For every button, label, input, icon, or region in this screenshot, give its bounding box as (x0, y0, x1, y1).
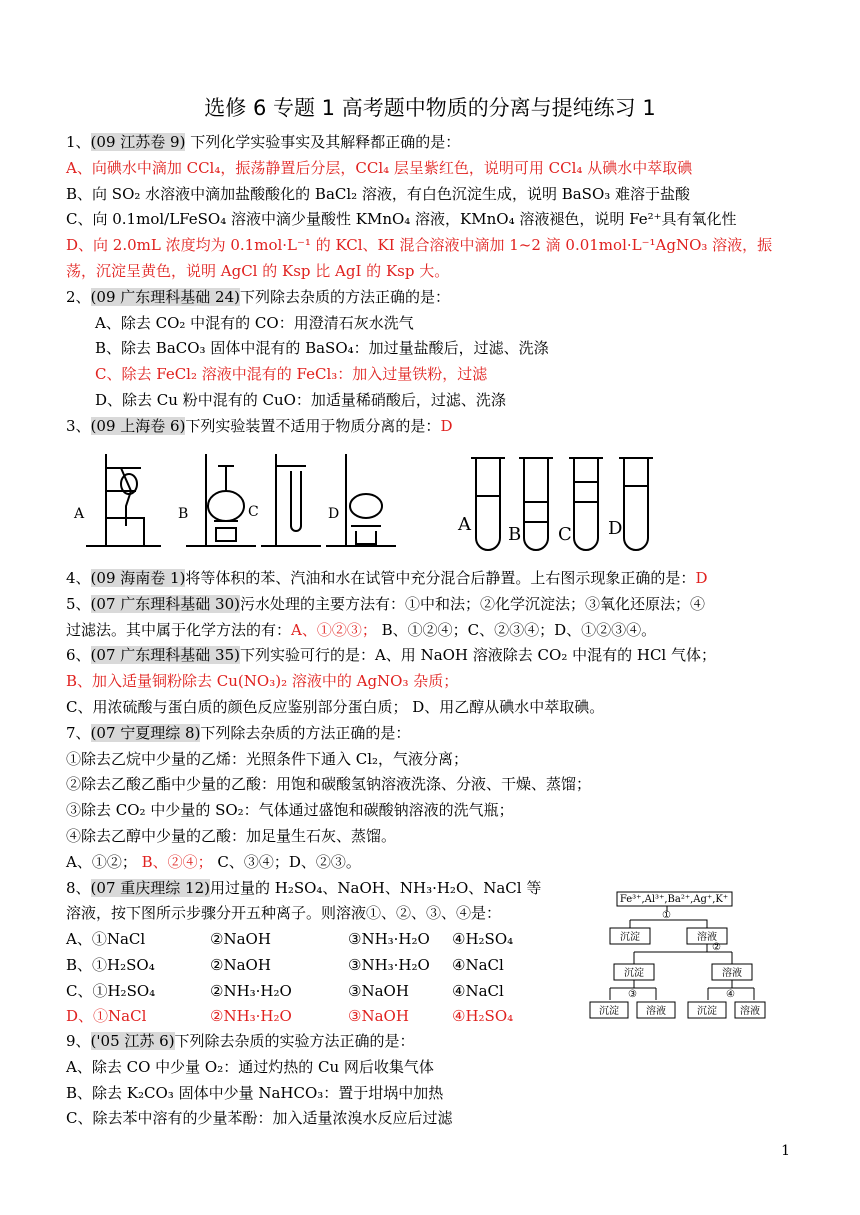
line-text: 下列化学实验事实及其解释都正确的是： (185, 133, 461, 151)
line-text: C、除去苯中溶有的少量苯酚：加入适量浓溴水反应后过滤 (66, 1109, 453, 1128)
line-text: 7、 (66, 723, 91, 742)
source-tag: ('05 江苏 6) (90, 1032, 175, 1050)
line-text: 下列实验可行的是：A、用 NaOH 溶液除去 CO₂ 中混有的 HCl 气体； (239, 646, 717, 665)
q8-option-cell: ②NaOH (210, 930, 271, 948)
line-text: 9、 (66, 1032, 91, 1050)
line-text: ④除去乙醇中少量的乙酸：加足量生石灰、蒸馏。 (66, 827, 397, 845)
line-text: ①除去乙烷中少量的乙烯：光照条件下通入 Cl₂，气液分离； (66, 749, 469, 768)
text-line (66, 415, 452, 437)
text-line (66, 644, 716, 666)
q8-option-cell: A、①NaCl (66, 930, 146, 948)
text-line (66, 1030, 415, 1052)
text-line (66, 696, 604, 718)
text-line (66, 593, 705, 615)
flowchart-step-4: ④ (726, 989, 735, 1000)
line-text: D、除去 Cu 粉中混有的 CuO：加适量稀硝酸后，过滤、洗涤 (95, 391, 506, 409)
text-line (66, 1082, 443, 1104)
line-text: A、除去 CO₂ 中混有的 CO：用澄清石灰水洗气 (95, 313, 414, 332)
page-title: 选修 6 专题 1 高考题中物质的分离与提纯练习 1 (204, 96, 656, 120)
line-text: A、除去 CO 中少量 O₂：通过灼热的 Cu 网后收集气体 (66, 1057, 434, 1076)
flowchart-solution: 溶液 (722, 968, 742, 979)
flowchart-solution: 溶液 (697, 932, 717, 943)
apparatus-label-c: C (248, 504, 259, 520)
answer-text: A、①②③； (291, 620, 377, 639)
flowchart-ions: Fe³⁺,Al³⁺,Ba²⁺,Ag⁺,K⁺ (619, 894, 729, 905)
text-line (66, 748, 468, 770)
apparatus-label-d: D (328, 506, 340, 522)
line-text: B、向 SO₂ 水溶液中滴加盐酸酸化的 BaCl₂ 溶液，有白色沉淀生成，说明 BaSO₃ 难溶于盐酸 (66, 184, 691, 203)
line-text: B、①②④；C、②③④；D、①②③④。 (376, 620, 657, 639)
q8-option-cell: ②NaOH (210, 955, 271, 974)
text-line (66, 722, 410, 744)
text-line (66, 851, 361, 873)
flowchart-precipitate: 沉淀 (599, 1006, 619, 1017)
line-text: 用过量的 H₂SO₄、NaOH、NH₃·H₂O、NaCl 等 (209, 878, 542, 897)
text-line (66, 773, 591, 795)
line-text: D、向 2.0mL 浓度均为 0.1mol·L⁻¹ 的 KCl、KI 混合溶液中滴加 1~2 滴 0.01mol·L⁻¹AgNO₃ 溶液，振 (66, 236, 773, 255)
flowchart-step-1: ① (662, 910, 671, 921)
separation-flowchart (582, 890, 767, 1025)
flowchart-solution: 溶液 (646, 1006, 666, 1017)
q8-option-cell: ②NH₃·H₂O (210, 981, 292, 1000)
flowchart-step-3: ③ (628, 989, 637, 1000)
line-text: C、③④；D、②③。 (212, 852, 361, 871)
source-tag: (09 江苏卷 9) (90, 133, 186, 151)
line-text: 5、 (66, 594, 91, 613)
source-tag: (09 海南卷 1) (90, 569, 186, 587)
apparatus-figure (66, 446, 786, 561)
line-text: 1、 (66, 133, 91, 151)
source-tag: (07 广东理科基础 30) (90, 594, 240, 613)
text-line (66, 799, 514, 821)
text-line (66, 131, 460, 153)
answer-text: B、②④； (141, 852, 213, 871)
page-number: 1 (781, 1143, 790, 1159)
text-line (66, 1056, 434, 1078)
source-tag: (07 广东理科基础 35) (90, 646, 240, 665)
line-text: B、加入适量铜粉除去 Cu(NO₃)₂ 溶液中的 AgNO₃ 杂质； (66, 672, 459, 691)
line-text: 6、 (66, 646, 91, 665)
line-text: B、除去 BaCO₃ 固体中混有的 BaSO₄：加过量盐酸后，过滤、洗涤 (95, 339, 549, 358)
source-tag: (07 重庆理综 12) (90, 878, 210, 897)
apparatus-label-a: A (74, 506, 85, 522)
flowchart-precipitate: 沉淀 (624, 968, 644, 979)
text-line (95, 389, 506, 411)
q8-option-cell: D、①NaCl (66, 1007, 147, 1026)
text-line (66, 286, 450, 308)
flowchart-precipitate: 沉淀 (697, 1006, 717, 1017)
line-text: 下列实验装置不适用于物质分离的是： (185, 416, 441, 435)
text-line (66, 825, 396, 847)
line-text: 溶液，按下图所示步骤分开五种离子。则溶液①、②、③、④是： (66, 904, 502, 923)
text-line (95, 363, 487, 385)
text-line (66, 567, 707, 589)
tube-label-c: C (558, 524, 572, 545)
q8-option-cell: ④NaCl (452, 981, 504, 1000)
flowchart-solution: 溶液 (740, 1006, 760, 1017)
text-line (95, 312, 414, 334)
line-text: ②除去乙酸乙酯中少量的乙酸：用饱和碳酸氢钠溶液洗涤、分液、干燥、蒸馏； (66, 775, 592, 794)
q8-option-cell: ③NH₃·H₂O (348, 930, 430, 948)
q8-option-cell: ③NaOH (348, 981, 409, 1000)
q8-option-cell: B、①H₂SO₄ (66, 955, 155, 974)
text-line (66, 1107, 452, 1129)
q8-option-cell: ③NaOH (348, 1007, 409, 1026)
line-text: ③除去 CO₂ 中少量的 SO₂：气体通过盛饱和碳酸钠溶液的洗气瓶； (66, 801, 514, 820)
tube-label-d: D (608, 518, 623, 539)
answer-text: D (695, 569, 708, 587)
text-line (66, 260, 449, 282)
text-line (66, 670, 458, 692)
text-line (95, 337, 549, 359)
flowchart-precipitate: 沉淀 (620, 932, 640, 943)
text-line (66, 619, 656, 641)
source-tag: (09 上海卷 6) (90, 416, 186, 435)
q8-option-cell: ③NH₃·H₂O (348, 955, 430, 974)
apparatus-label-b: B (178, 506, 189, 522)
line-text: B、除去 K₂CO₃ 固体中少量 NaHCO₃：置于坩埚中加热 (66, 1083, 444, 1102)
answer-text: D (440, 416, 453, 435)
line-text: 污水处理的主要方法有：①中和法；②化学沉淀法；③氧化还原法；④ (239, 594, 705, 613)
text-line (66, 208, 737, 230)
line-text: 将等体积的苯、汽油和水在试管中充分混合后静置。上右图示现象正确的是： (185, 569, 696, 587)
line-text: A、①②； (66, 852, 142, 871)
line-text: 下列除去杂质的方法正确的是： (200, 723, 411, 742)
line-text: 4、 (66, 569, 91, 587)
text-line (66, 157, 692, 179)
line-text: 荡，沉淀呈黄色，说明 AgCl 的 Ksp 比 AgI 的 Ksp 大。 (66, 262, 450, 280)
q8-option-cell: C、①H₂SO₄ (66, 981, 156, 1000)
line-text: C、向 0.1mol/LFeSO₄ 溶液中滴少量酸性 KMnO₄ 溶液，KMnO₄ 溶液褪色，说明 Fe²⁺具有氧化性 (66, 210, 737, 229)
q8-option-cell: ④H₂SO₄ (452, 930, 514, 948)
text-line (66, 877, 541, 899)
line-text: 3、 (66, 416, 91, 435)
tube-label-a: A (458, 514, 471, 535)
source-tag: (07 宁夏理综 8) (90, 723, 201, 742)
text-line (66, 183, 690, 205)
line-text: C、用浓硫酸与蛋白质的颜色反应鉴别部分蛋白质； D、用乙醇从碘水中萃取碘。 (66, 698, 605, 716)
line-text: 2、 (66, 287, 91, 306)
line-text: 8、 (66, 878, 91, 897)
line-text: 过滤法。其中属于化学方法的有： (66, 620, 292, 639)
q8-option-cell: ②NH₃·H₂O (210, 1007, 292, 1026)
line-text: 下列除去杂质的实验方法正确的是： (174, 1032, 415, 1050)
tube-label-b: B (508, 524, 522, 545)
line-text: C、除去 FeCl₂ 溶液中混有的 FeCl₃：加入过量铁粉，过滤 (95, 365, 488, 384)
text-line (66, 902, 501, 924)
line-text: 下列除去杂质的方法正确的是： (239, 287, 450, 306)
source-tag: (09 广东理科基础 24) (90, 287, 240, 306)
flowchart-step-2: ② (712, 942, 721, 953)
q8-option-cell: ④H₂SO₄ (452, 1007, 514, 1026)
text-line (66, 234, 772, 256)
line-text: A、向碘水中滴加 CCl₄，振荡静置后分层，CCl₄ 层呈紫红色，说明可用 CCl₄ 从碘水中萃取碘 (66, 158, 693, 177)
q8-option-cell: ④NaCl (452, 955, 504, 974)
